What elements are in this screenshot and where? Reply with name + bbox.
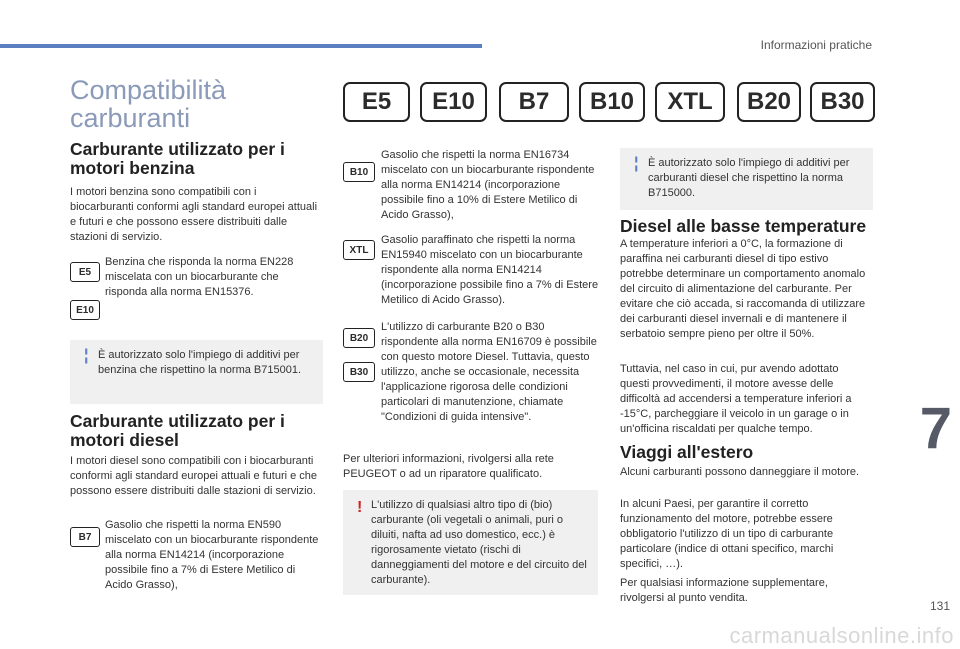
abroad-text-3: Per qualsiasi informazione supplementare, rivolgersi al punto vendita. [620, 577, 828, 604]
watermark: carmanualsonline.info [729, 623, 954, 648]
page-title [70, 76, 330, 132]
fuel-warning-note [343, 490, 598, 595]
diesel-additive-text: È autorizzato solo l'impiego di additivi per carburanti diesel che rispettino la norma B715000. [648, 157, 850, 199]
b7-desc: Gasolio che rispetti la norma EN590 miscelato con un biocarburante rispondente alla norma EN14214 (incorporazione possibile fino a 7% di Estere Metilico di Acido Grasso), [105, 519, 319, 591]
badge-b20: B20 [343, 328, 375, 348]
badge-xtl: XTL [343, 240, 375, 260]
abroad-text-2: In alcuni Paesi, per garantire il corretto funzionamento del motore, potrebbe essere obbligatorio l'utilizzo di un tipo di carburante particolare (indice di ottani specifico, marchi specifici, …). [620, 498, 834, 570]
badge-b10: B10 [343, 162, 375, 182]
low-temp-heading: Diesel alle basse temperature [620, 216, 867, 236]
fuel-badge-b7: B7 [499, 82, 569, 122]
badge-e5: E5 [70, 262, 100, 282]
abroad-heading: Viaggi all'estero [620, 442, 754, 462]
petrol-intro: I motori benzina sono compatibili con i biocarburanti conformi agli standard europei attuali e futuri e che possono essere distribuiti dalle stazioni di servizio. [70, 186, 318, 243]
page-title-line2: carburanti [70, 103, 191, 133]
petrol-heading-line2: motori benzina [70, 158, 195, 178]
xtl-desc: Gasolio paraffinato che rispetti la norma EN15940 miscelato con un biocarburante rispondente alla norma EN14214 (incorporazione possibile fino a 7% di Estere Metilico di Acido Grasso). [381, 234, 599, 306]
fuel-badge-e10: E10 [420, 82, 487, 122]
b20-b30-desc: L'utilizzo di carburante B20 o B30 rispondente alla norma EN16709 è possibile con questo motore Diesel. Tuttavia, questo utilizzo, anche se occasionale, necessita l'applicazione rigorosa delle condizioni particolari di manutenzione, chiamate "Condizioni di guida intensive". [381, 321, 597, 423]
info-icon: ¦ [634, 155, 639, 172]
petrol-heading [70, 140, 330, 178]
chapter-number: 7 [919, 396, 952, 461]
diesel-heading [70, 412, 330, 450]
fuel-badge-xtl: XTL [655, 82, 725, 122]
petrol-additive-note [70, 340, 323, 404]
abroad-text: Alcuni carburanti possono danneggiare il motore. [620, 466, 860, 478]
diesel-intro: I motori diesel sono compatibili con i biocarburanti conformi agli standard europei attuali e futuri e che possono essere distribuiti dalle stazioni di servizio. [70, 455, 318, 497]
low-temp-text-2: Tuttavia, nel caso in cui, pur avendo adottato questi provvedimenti, il motore avesse delle difficoltà ad accendersi a temperature inferiori a -15°C, parcheggiare il veicolo in un garage o in un'officina riscaldati per qualche tempo. [620, 363, 852, 435]
petrol-heading-line1: Carburante utilizzato per i [70, 139, 285, 159]
diesel-additive-note [620, 148, 873, 210]
fuel-badge-e5: E5 [343, 82, 410, 122]
petrol-note-text: È autorizzato solo l'impiego di additivi per benzina che rispettino la norma B715001. [98, 349, 302, 376]
page-title-line1: Compatibilità [70, 75, 227, 105]
fuel-badge-b20: B20 [737, 82, 801, 122]
page-number: 131 [929, 599, 950, 613]
fuel-warning-text: L'utilizzo di qualsiasi altro tipo di (bio) carburante (oli vegetali o animali, puri o diluiti, nafta ad uso domestico, ecc.) è rigorosamente vietato (rischi di danneggiamenti del motore e del circuito del carburante). [371, 499, 587, 586]
info-icon: ¦ [84, 347, 89, 364]
petrol-fuel-desc: Benzina che risponda la norma EN228 miscelata con un biocarburante che risponda alla norma EN15376. [105, 256, 294, 298]
b10-desc: Gasolio che rispetti la norma EN16734 miscelato con un biocarburante rispondente alla norma EN14214 (incorporazione possibile fino a 10% di Estere Metilico di Acido Grasso), [381, 149, 595, 221]
badge-b30: B30 [343, 362, 375, 382]
warning-icon: ! [357, 499, 363, 516]
badge-e10: E10 [70, 300, 100, 320]
header-bar [0, 44, 482, 48]
more-info-text: Per ulteriori informazioni, rivolgersi alla rete PEUGEOT o ad un riparatore qualificato. [343, 453, 554, 480]
diesel-heading-line2: motori diesel [70, 430, 179, 450]
badge-b7: B7 [70, 527, 100, 547]
diesel-heading-line1: Carburante utilizzato per i [70, 411, 285, 431]
section-title: Informazioni pratiche [760, 38, 872, 52]
fuel-badge-b30: B30 [810, 82, 875, 122]
fuel-badge-b10: B10 [579, 82, 645, 122]
low-temp-text: A temperature inferiori a 0°C, la formazione di paraffina nei carburanti diesel di tipo estivo potrebbe determinare un comportamento anomalo del circuito di alimentazione del carburante. Per evitare che ciò accada, si raccomanda di utilizzare dei carburanti diesel invernali e di mantenere il serbatoio sempre pieno per oltre il 50%. [620, 238, 866, 340]
